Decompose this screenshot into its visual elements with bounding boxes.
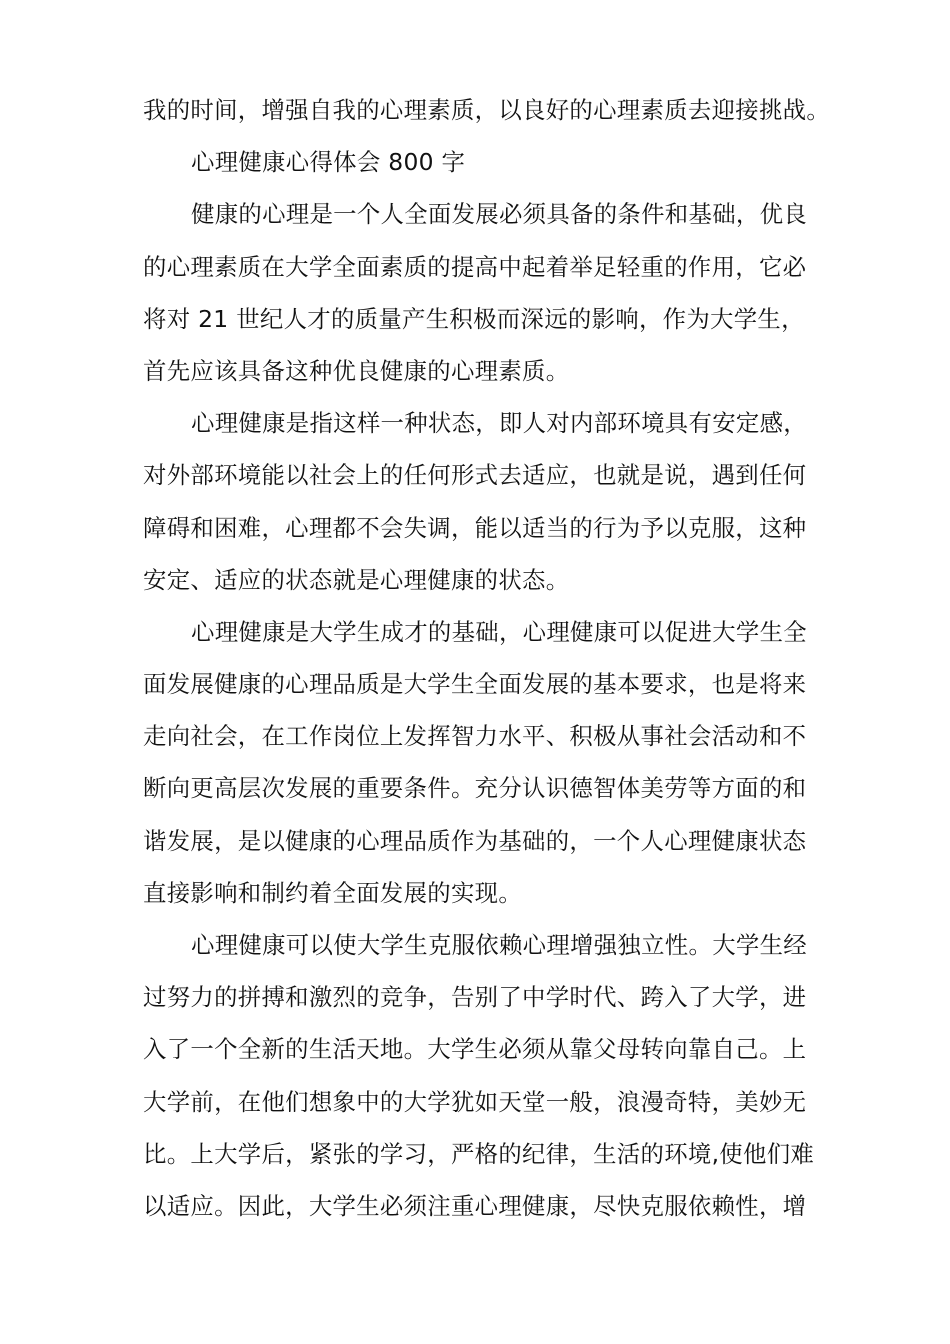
- paragraph-line: 断向更高层次发展的重要条件。充分认识德智体美劳等方面的和: [143, 774, 807, 803]
- paragraph-line: 走向社会，在工作岗位上发挥智力水平、积极从事社会活动和不: [143, 722, 807, 751]
- paragraph-line: 障碍和困难，心理都不会失调，能以适当的行为予以克服，这种: [143, 513, 807, 542]
- paragraph-line: 安定、适应的状态就是心理健康的状态。: [143, 565, 570, 594]
- paragraph-line: 比。上大学后，紧张的学习，严格的纪律，生活的环境,使他们难: [143, 1139, 815, 1168]
- paragraph-line: 入了一个全新的生活天地。大学生必须从靠父母转向靠自己。上: [143, 1035, 807, 1064]
- section-heading: 心理健康心得体会 800 字: [191, 148, 466, 177]
- paragraph-line: 以适应。因此，大学生必须注重心理健康，尽快克服依赖性，增: [143, 1191, 807, 1220]
- paragraph-line: 大学前，在他们想象中的大学犹如天堂一般，浪漫奇特，美妙无: [143, 1087, 807, 1116]
- paragraph-line: 面发展健康的心理品质是大学生全面发展的基本要求，也是将来: [143, 670, 807, 699]
- paragraph-line: 心理健康是指这样一种状态，即人对内部环境具有安定感，: [191, 409, 807, 438]
- paragraph-line: 首先应该具备这种优良健康的心理素质。: [143, 356, 570, 385]
- paragraph-line: 直接影响和制约着全面发展的实现。: [143, 878, 523, 907]
- document-page: [143, 84, 831, 1232]
- paragraph-line: 将对 21 世纪人才的质量产生积极而深远的影响，作为大学生，: [143, 304, 805, 333]
- paragraph-line: 谐发展，是以健康的心理品质作为基础的，一个人心理健康状态: [143, 826, 807, 855]
- paragraph-line: 对外部环境能以社会上的任何形式去适应，也就是说，遇到任何: [143, 461, 807, 490]
- paragraph-line: 心理健康是大学生成才的基础，心理健康可以促进大学生全: [191, 617, 807, 646]
- paragraph-line: 健康的心理是一个人全面发展必须具备的条件和基础，优良: [191, 200, 807, 229]
- paragraph-line: 我的时间，增强自我的心理素质，以良好的心理素质去迎接挑战。: [143, 96, 831, 124]
- paragraph-line: 过努力的拼搏和激烈的竞争，告别了中学时代、跨入了大学，进: [143, 983, 807, 1012]
- paragraph-line: 的心理素质在大学全面素质的提高中起着举足轻重的作用，它必: [143, 252, 807, 281]
- paragraph-line: 心理健康可以使大学生克服依赖心理增强独立性。大学生经: [191, 931, 807, 959]
